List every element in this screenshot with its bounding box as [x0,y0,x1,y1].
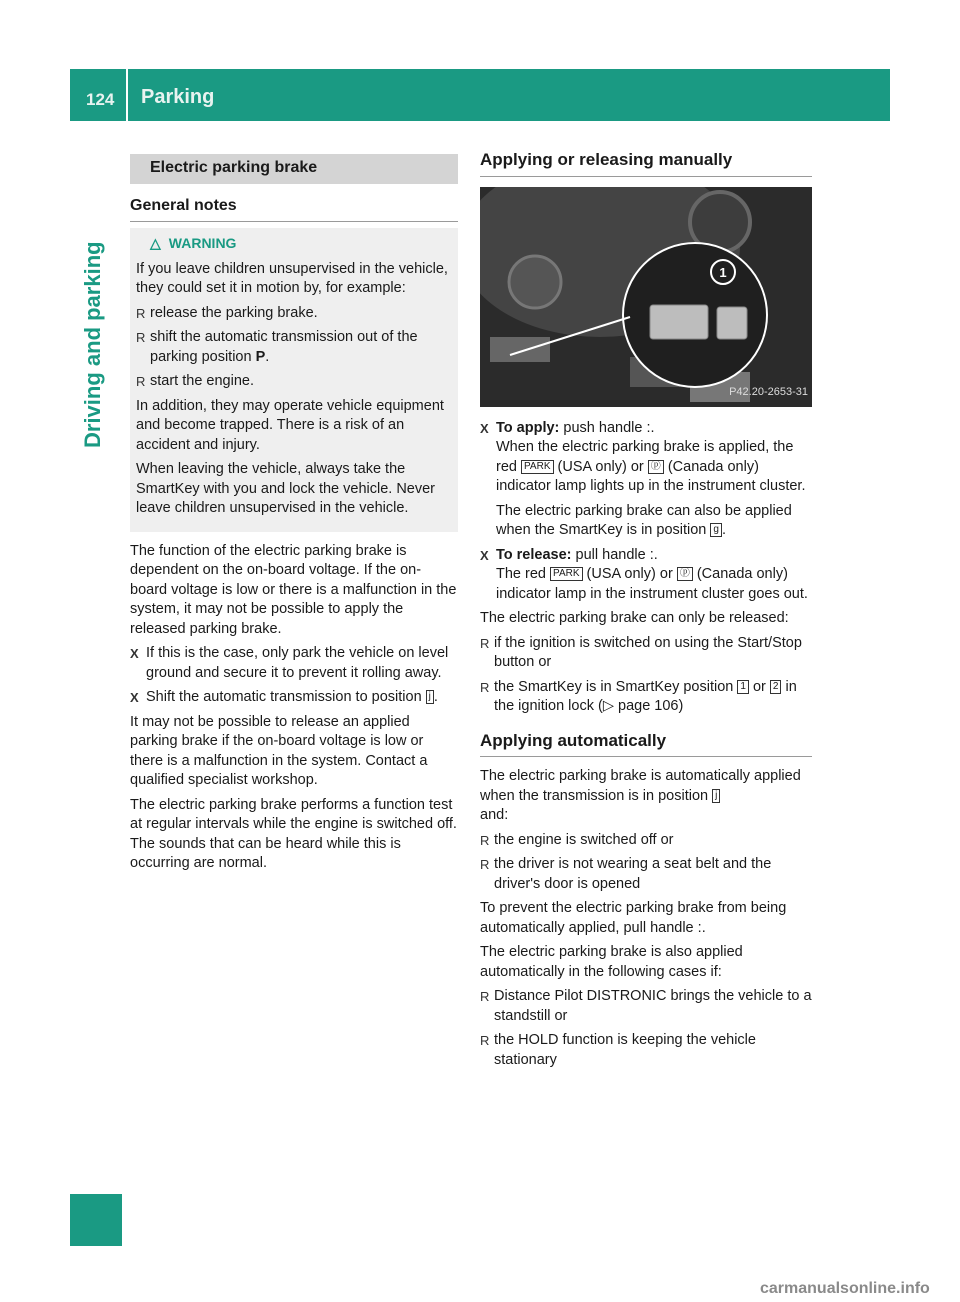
position-1-icon: 1 [737,680,749,694]
list-item: R the HOLD function is keeping the vehicle stationary [480,1031,812,1070]
position-0-icon: g [710,523,722,537]
paragraph: The electric parking brake is also applied automatically in the following cases if: [480,944,743,980]
photo-code: P42.20-2653-31 [729,386,808,398]
step-item: X To apply: push handle :. When the electric parking brake is applied, the red PARK (USA only) or ⓟ (Canada only) indicator lamp lights up in the instrument cluster. The electric parking brake can also be applied when the SmartKey is in position g . [480,419,812,541]
warning-label: WARNING [168,235,237,251]
callout-number: 1 [719,264,727,280]
left-column [130,154,458,879]
step-item: X To release: pull handle :. The red PARK (USA only) or ⓟ (Canada only) indicator lamp in the instrument cluster goes out. [480,546,812,605]
paragraph: To prevent the electric parking brake from being automatically applied, pull handle :. [480,900,787,936]
list-item: R if the ignition is switched on using the Start/Stop button or [480,634,812,673]
parking-brake-icon: ⓟ [648,460,664,474]
list-item: R the engine is switched off or [480,831,812,851]
list-item: R the driver is not wearing a seat belt and the driver's door is opened [480,855,812,894]
paragraph: The function of the electric parking brake is dependent on the on-board voltage. If the on-board voltage is low or there is a malfunction in the system, it may not be possible to apply the released parking brake. [130,542,457,637]
heading-manual: Applying or releasing manually [480,150,812,177]
list-item: R the SmartKey is in SmartKey position 1 or 2 in the ignition lock (▷ page 106) [480,678,812,717]
section-title: Electric parking brake [130,154,458,184]
right-column [480,150,812,1075]
paragraph: The electric parking brake performs a function test at regular intervals while the engine is switched off. The sounds that can be heard while this is occurring are normal. [130,796,457,871]
warning-triangle-icon: △ [150,235,161,251]
paragraph: It may not be possible to release an applied parking brake if the on-board voltage is low or there is a malfunction in the system. Contact a qualified specialist workshop. [130,713,428,788]
paragraph: The electric parking brake can only be released: [480,610,789,626]
position-2-icon: 2 [770,680,782,694]
list-item: R Distance Pilot DISTRONIC brings the vehicle to a standstill or [480,987,812,1026]
side-tab-marker [70,1194,122,1246]
heading-automatic: Applying automatically [480,731,812,758]
paragraph: The electric parking brake is automatically applied when the transmission is in position j and: [480,768,801,823]
dashboard-illustration [480,187,812,407]
dashboard-photo [480,187,812,407]
list-item: R shift the automatic transmission out of the parking position P. [136,328,450,367]
header-divider [126,69,128,121]
page-ref-link[interactable]: page 106) [618,698,684,714]
parking-brake-icon: ⓟ [677,567,693,581]
subhead-general-notes: General notes [130,196,458,223]
step-item: X Shift the automatic transmission to position j . [130,688,458,708]
side-tab-label: Driving and parking [80,241,105,448]
page-ref-arrow-icon: ▷ [602,698,614,714]
step-item: X If this is the case, only park the vehicle on level ground and secure it to prevent it rolling away. [130,644,458,683]
position-p-icon: j [426,690,434,704]
park-icon: PARK [521,460,554,474]
list-item: R release the parking brake. [136,304,450,324]
page-number: 124 [86,90,115,109]
warning-head [150,234,450,254]
park-icon: PARK [550,567,583,581]
position-p-icon: j [712,789,720,803]
page-title: Parking [141,86,215,108]
warning-text: In addition, they may operate vehicle equipment and become trapped. There is a risk of an accident and injury. [136,397,444,453]
list-item: R start the engine. [136,372,450,392]
warning-box [130,228,458,532]
warning-intro: If you leave children unsupervised in the vehicle, they could set it in motion by, for example: [136,260,448,296]
watermark: carmanualsonline.info [760,1280,930,1297]
warning-text: When leaving the vehicle, always take the SmartKey with you and lock the vehicle. Never leave children unsupervised in the vehicle. [136,461,435,516]
